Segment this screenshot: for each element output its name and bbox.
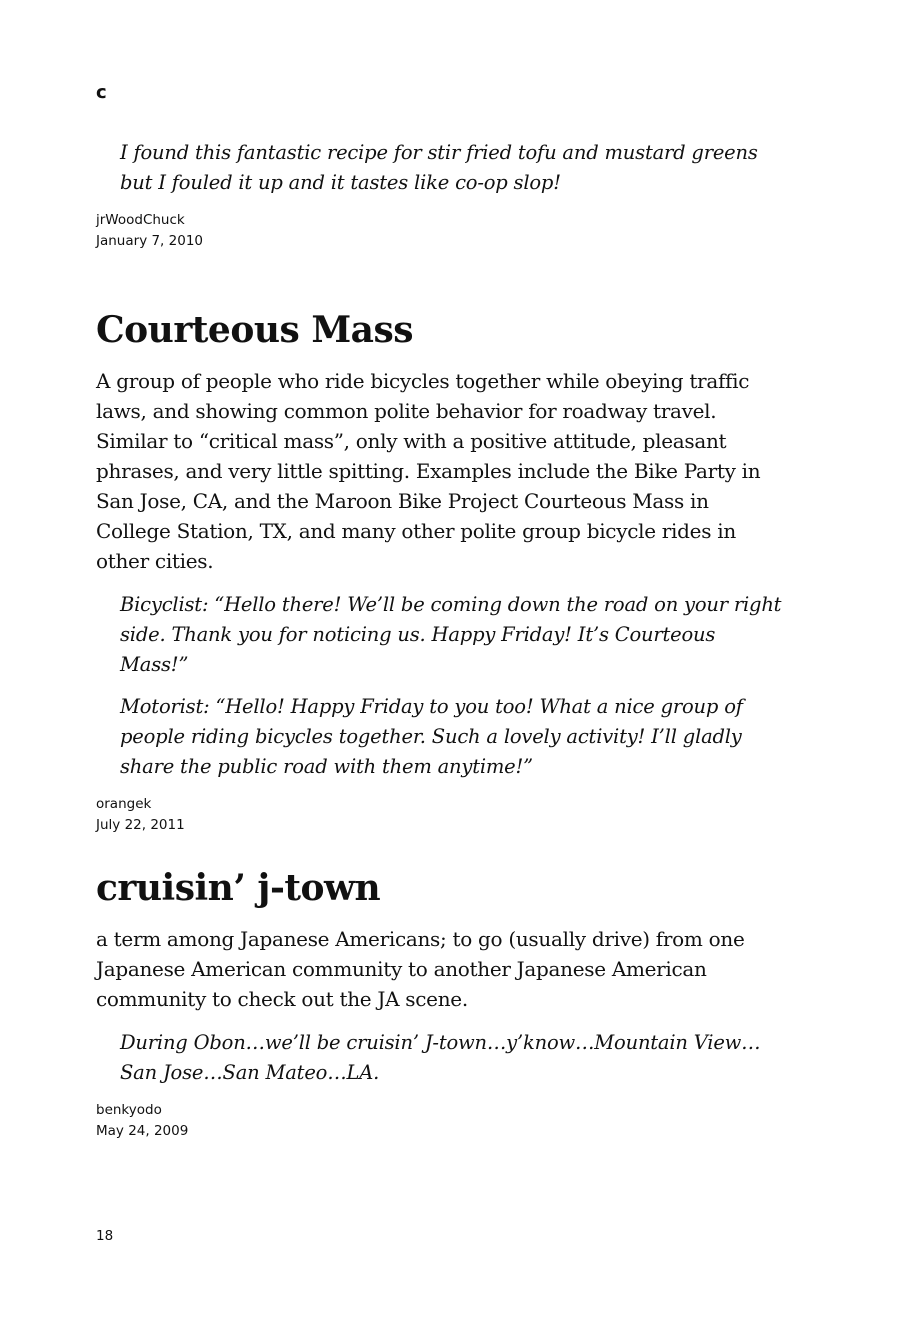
headword: cruisin’ j-town [96,867,381,909]
entry-continued [96,138,786,252]
definition: a term among Japanese Americans; to go (usually drive) from one Japanese American community to another Japanese American community to check out the JA scene. [96,927,745,1011]
headword: Courteous Mass [96,309,414,351]
example-quote [120,138,786,198]
example-text: Bicyclist: “Hello there! We’ll be coming down the road on your right side. Thank you for noticing us. Happy Friday! It’s Courteous Mass!” [120,593,782,676]
entry-date: July 22, 2011 [96,817,185,833]
example-text: During Obon…we’ll be cruisin’ J-town…y’know…Mountain View…San Jose…San Mateo…LA. [120,1031,761,1084]
example-quote [120,590,786,782]
entry-meta [96,1100,786,1142]
example-quote [120,1028,786,1088]
example-text: I found this fantastic recipe for stir fried tofu and mustard greens but I fouled it up and it tastes like co-op slop! [120,141,758,194]
section-letter: c [96,82,107,103]
entry-cruisin-j-town [96,866,786,1142]
author-name: benkyodo [96,1102,162,1118]
entry-meta [96,794,786,836]
author-name: jrWoodChuck [96,212,185,228]
entry-courteous-mass [96,308,786,836]
entry-date: May 24, 2009 [96,1123,189,1139]
page-number: 18 [96,1228,114,1244]
author-name: orangek [96,796,152,812]
entry-meta [96,210,786,252]
entry-date: January 7, 2010 [96,233,203,249]
definition: A group of people who ride bicycles together while obeying traffic laws, and showing common polite behavior for roadway travel. Similar to “critical mass”, only with a positive attitude, pleasant phrases, and very little spitting. Examples include the Bike Party in San Jose, CA, and the Maroon Bike Project Courteous Mass in College Station, TX, and many other polite group bicycle rides in other cities. [96,369,761,573]
example-text: Motorist: “Hello! Happy Friday to you too! What a nice group of people riding bicycles together. Such a lovely activity! I’ll gladly share the public road with them anytime!” [120,695,743,778]
